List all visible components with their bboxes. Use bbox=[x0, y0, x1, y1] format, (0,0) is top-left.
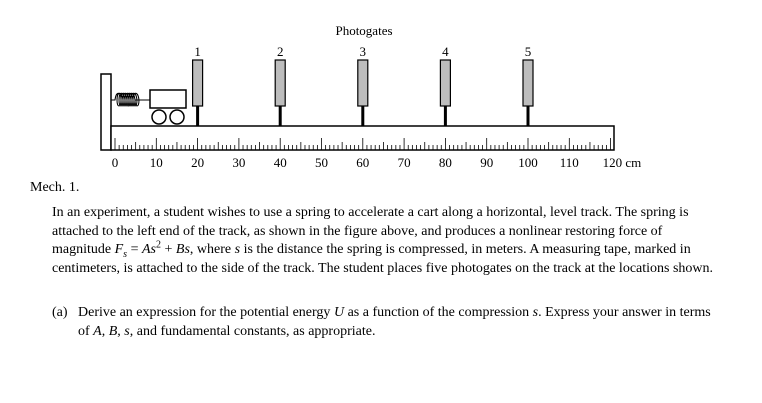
cart-wheel-right bbox=[170, 110, 184, 124]
cart-wheel-left bbox=[152, 110, 166, 124]
scale-label: 100 bbox=[518, 155, 538, 170]
scale-label: 50 bbox=[315, 155, 328, 170]
scale-label: 10 bbox=[149, 155, 163, 170]
photogate-label: 4 bbox=[442, 44, 449, 59]
photogates bbox=[193, 44, 533, 126]
photogate-label: 5 bbox=[524, 44, 532, 59]
scale-labels bbox=[112, 155, 641, 170]
scale-label: 80 bbox=[438, 155, 452, 170]
spring bbox=[111, 93, 150, 106]
photogate-body bbox=[275, 60, 285, 106]
photogate-track-figure bbox=[0, 0, 762, 175]
scale-label: 110 bbox=[559, 155, 579, 170]
problem-intro: In an experiment, a student wishes to use a spring to accelerate a cart along a horizontal, level track. The spring is attached to the left end of the track, as shown in the figure above, and produces a nonlinear restoring force of magnitude $F_s = As^2 + Bs$, where s is the distance the spring is compressed, in meters. A measuring tape, marked in centimeters, is attached to the side of the track. The student places five photogates on the track at the locations shown. bbox=[52, 205, 714, 276]
scale-label: 30 bbox=[232, 155, 246, 170]
scale-label: 20 bbox=[191, 155, 205, 170]
photogates-heading: Photogates bbox=[335, 23, 393, 38]
cart bbox=[150, 90, 186, 108]
part-a bbox=[52, 304, 714, 341]
scale-label: 60 bbox=[356, 155, 370, 170]
problem-label: Mech. 1. bbox=[30, 180, 80, 195]
photogate-label: 2 bbox=[276, 44, 284, 59]
photogate-body bbox=[358, 60, 368, 106]
photogate-label: 1 bbox=[194, 44, 201, 59]
scale-label: 90 bbox=[480, 155, 494, 170]
track-end-wall bbox=[101, 74, 111, 150]
scale-label: 0 bbox=[111, 155, 119, 170]
scale-label: 70 bbox=[397, 155, 411, 170]
scale-label: 40 bbox=[273, 155, 287, 170]
part-a-text: Derive an expression for the potential energy U as a function of the compression s. Express your answer in terms of A, B, s, and fundamental constants, as appropriate. bbox=[78, 305, 711, 339]
photogate-body bbox=[523, 60, 533, 106]
photogate-body bbox=[440, 60, 450, 106]
photogate-label: 3 bbox=[359, 44, 367, 59]
part-a-label: (a) bbox=[52, 305, 68, 320]
photogate-body bbox=[193, 60, 203, 106]
scale-label: 120 cm bbox=[602, 155, 642, 170]
